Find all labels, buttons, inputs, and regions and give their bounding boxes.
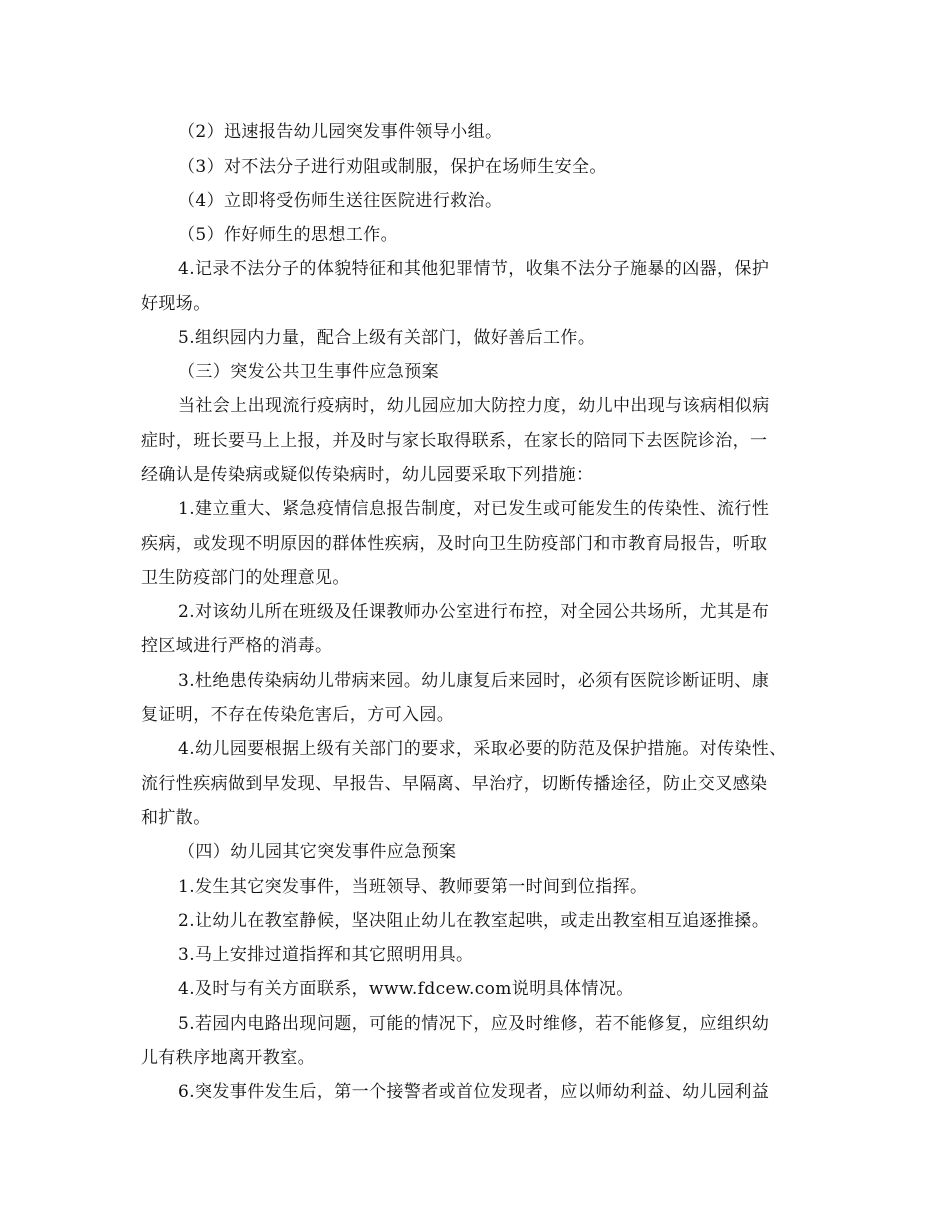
text-line: 卫生防疫部门的处理意见。 [141, 568, 350, 588]
section-heading: （三）突发公共卫生事件应急预案 [178, 362, 439, 382]
text-line: 症时，班长要马上上报，并及时与家长取得联系，在家长的陪同下去医院诊治，一 [141, 431, 768, 451]
text-line: 1.发生其它突发事件，当班领导、教师要第一时间到位指挥。 [178, 877, 648, 897]
text-line: 4.及时与有关方面联系，www.fdcew.com说明具体情况。 [178, 979, 634, 999]
text-line: （3）对不法分子进行劝阻或制服，保护在场师生安全。 [178, 157, 607, 177]
text-line: 2.让幼儿在教室静候，坚决阻止幼儿在教室起哄，或走出教室相互追逐推搡。 [178, 911, 770, 931]
text-line: 1.建立重大、紧急疫情信息报告制度，对已发生或可能发生的传染性、流行性 [178, 499, 770, 519]
text-line: 儿有秩序地离开教室。 [141, 1048, 315, 1068]
text-line: 2.对该幼儿所在班级及任课教师办公室进行布控，对全园公共场所，尤其是布 [178, 602, 770, 622]
text-line: 3.马上安排过道指挥和其它照明用具。 [178, 945, 474, 965]
text-line: 4.幼儿园要根据上级有关部门的要求，采取必要的防范及保护措施。对传染性、 [178, 739, 787, 759]
text-line: 疾病，或发现不明原因的群体性疾病，及时向卫生防疫部门和市教育局报告，听取 [141, 534, 768, 554]
text-line: 6.突发事件发生后，第一个接警者或首位发现者，应以师幼利益、幼儿园利益 [178, 1082, 770, 1102]
text-line: 控区域进行严格的消毒。 [141, 636, 333, 656]
text-line: 4.记录不法分子的体貌特征和其他犯罪情节，收集不法分子施暴的凶器，保护 [178, 259, 770, 279]
text-line: 3.杜绝患传染病幼儿带病来园。幼儿康复后来园时，必须有医院诊断证明、康 [178, 671, 770, 691]
text-line: （5）作好师生的思想工作。 [178, 225, 399, 245]
text-line: （2）迅速报告幼儿园突发事件领导小组。 [178, 122, 503, 142]
section-heading: （四）幼儿园其它突发事件应急预案 [178, 842, 457, 862]
text-line: 好现场。 [141, 294, 211, 314]
text-line: 复证明，不存在传染危害后，方可入园。 [141, 705, 455, 725]
text-line: 经确认是传染病或疑似传染病时，幼儿园要采取下列措施： [141, 465, 594, 485]
text-line: 5.组织园内力量，配合上级有关部门，做好善后工作。 [178, 328, 596, 348]
text-line: （4）立即将受伤师生送往医院进行救治。 [178, 191, 503, 211]
text-line: 当社会上出现流行疫病时，幼儿园应加大防控力度，幼儿中出现与该病相似病 [178, 396, 770, 416]
text-line: 5.若园内电路出现问题，可能的情况下，应及时维修，若不能修复，应组织幼 [178, 1014, 770, 1034]
text-line: 和扩散。 [141, 808, 211, 828]
text-line: 流行性疾病做到早发现、早报告、早隔离、早治疗，切断传播途径，防止交叉感染 [141, 774, 768, 794]
